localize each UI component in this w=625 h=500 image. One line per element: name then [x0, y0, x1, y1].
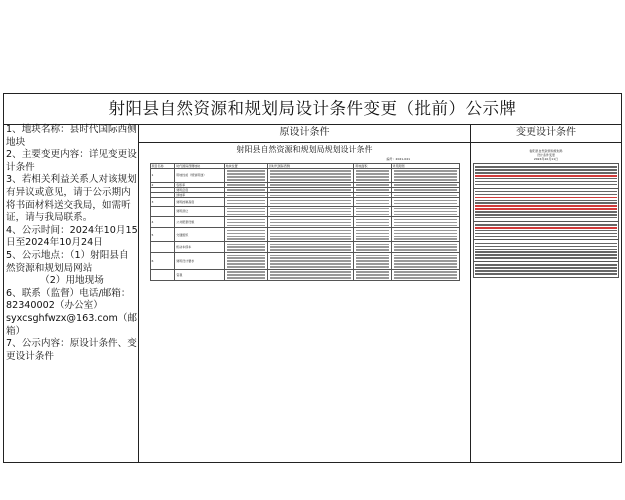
original-table-row — [150, 228, 459, 242]
original-table-cell — [224, 270, 267, 281]
original-table-cell — [224, 169, 267, 183]
text-line — [227, 246, 265, 248]
text-line — [394, 233, 457, 235]
text-line — [356, 277, 388, 279]
text-line — [394, 179, 457, 181]
text-line — [227, 184, 265, 186]
original-cell-text: 3 — [151, 199, 154, 204]
text-line — [475, 264, 617, 266]
text-line — [270, 255, 352, 257]
text-line — [394, 266, 457, 268]
text-line — [394, 230, 457, 232]
changed-table-cell — [474, 188, 619, 221]
original-table-cell — [224, 217, 267, 228]
original-table-cell — [175, 270, 224, 281]
text-line — [227, 200, 265, 202]
original-table-cell — [391, 253, 459, 270]
text-line — [227, 222, 265, 224]
original-table-cell — [150, 242, 175, 253]
text-line — [270, 195, 352, 197]
highlighted-change-line — [475, 175, 617, 177]
changed-table-row — [474, 240, 619, 262]
text-line — [394, 189, 457, 191]
text-line — [270, 219, 352, 221]
text-line — [356, 214, 388, 216]
text-line — [270, 257, 352, 259]
text-line — [475, 181, 617, 183]
text-line — [270, 233, 352, 235]
text-line — [356, 211, 388, 213]
original-cell-text: 时代国际西侧地块 — [176, 164, 201, 168]
original-cell-text: 绿地率 — [176, 193, 186, 198]
text-line — [475, 273, 617, 275]
changed-table-row — [474, 262, 619, 278]
text-line — [475, 194, 617, 196]
text-line — [356, 244, 388, 246]
original-cell-text: 1 — [151, 173, 154, 178]
original-table-cell — [354, 169, 391, 183]
text-line — [475, 191, 617, 193]
original-table-cell — [150, 169, 175, 183]
text-line — [227, 255, 265, 257]
text-line — [475, 224, 617, 226]
original-cell-text: 容积率 — [176, 182, 186, 187]
text-line — [356, 257, 388, 259]
text-line — [356, 179, 388, 181]
text-line — [475, 270, 617, 272]
original-table-cell — [224, 198, 267, 206]
text-line — [270, 179, 352, 181]
text-line — [356, 195, 388, 197]
original-cell-text: 建筑设计要求 — [176, 259, 195, 264]
text-line — [227, 233, 265, 235]
original-table-cell — [354, 217, 391, 228]
text-line — [270, 277, 352, 279]
text-line — [394, 257, 457, 259]
text-line — [394, 249, 457, 251]
original-table-cell — [150, 270, 175, 281]
original-conditions-document — [139, 143, 471, 462]
original-table-cell — [150, 217, 175, 228]
original-table-cell — [391, 242, 459, 253]
original-doc-number: 编号：2021-041 — [386, 157, 410, 161]
text-line — [356, 200, 388, 202]
changed-table-row — [474, 164, 619, 189]
text-line — [394, 263, 457, 265]
text-line — [475, 178, 617, 180]
text-line — [270, 230, 352, 232]
text-line — [394, 176, 457, 178]
text-line — [475, 230, 617, 232]
original-table-cell — [391, 270, 459, 281]
original-table-cell — [267, 217, 354, 228]
original-conditions-table — [150, 163, 460, 281]
text-line — [475, 251, 617, 253]
text-line — [394, 255, 457, 257]
changed-doc-stamp — [471, 149, 621, 161]
original-table-cell — [391, 206, 459, 217]
text-line — [270, 211, 352, 213]
original-doc-title: 射阳县自然资源和规划局规划设计条件 — [236, 145, 373, 154]
text-line — [394, 208, 457, 210]
text-line — [394, 173, 457, 175]
text-line — [475, 233, 617, 235]
changed-doc-stamp-line: 射阳县自然资源和规划局 — [529, 149, 563, 153]
notice-item-email[interactable]: syxcsghfwzx@163.com（邮箱） — [6, 312, 138, 337]
text-line — [475, 243, 617, 245]
text-line — [394, 236, 457, 238]
text-line — [475, 184, 617, 186]
original-table-cell — [175, 169, 224, 183]
changed-conditions-header: 变更设计条件 — [471, 124, 621, 143]
text-line — [475, 200, 617, 202]
original-table-cell — [354, 228, 391, 242]
text-line — [394, 184, 457, 186]
changed-conditions-table — [473, 163, 619, 278]
text-line — [475, 254, 617, 256]
text-line — [394, 214, 457, 216]
text-line — [475, 236, 617, 238]
original-table-row — [150, 198, 459, 206]
text-line — [227, 219, 265, 221]
text-line — [356, 274, 388, 276]
text-line — [227, 195, 265, 197]
board-title: 射阳县自然资源和规划局设计条件变更（批前）公示牌 — [4, 94, 621, 125]
changed-doc-stamp-line: 2024年10月11日 — [533, 157, 559, 161]
text-line — [227, 208, 265, 210]
text-line — [356, 184, 388, 186]
text-line — [394, 274, 457, 276]
text-line — [270, 244, 352, 246]
original-table-cell — [224, 242, 267, 253]
original-table-cell — [267, 198, 354, 206]
text-line — [394, 219, 457, 221]
original-cell-text: 详见附图 — [392, 164, 405, 168]
original-table-cell — [175, 206, 224, 217]
original-table-row — [150, 242, 459, 253]
text-line — [475, 166, 617, 168]
text-line — [227, 244, 265, 246]
changed-table-cell — [474, 164, 619, 189]
original-cell-text: 5 — [151, 232, 154, 237]
original-table-cell — [175, 198, 224, 206]
original-table-cell — [150, 206, 175, 217]
text-line — [356, 189, 388, 191]
text-line — [394, 277, 457, 279]
original-table-cell — [150, 228, 175, 242]
notice-item: 2、主要变更内容：详见变更设计条件 — [6, 149, 137, 173]
text-line — [475, 211, 617, 213]
original-table-cell — [391, 169, 459, 183]
original-table-row — [150, 217, 459, 228]
original-table-row — [150, 169, 459, 183]
original-cell-text: 县时代国际西侧 — [268, 164, 290, 168]
text-line — [394, 244, 457, 246]
text-line — [394, 246, 457, 248]
text-line — [356, 219, 388, 221]
text-line — [270, 222, 352, 224]
original-table-cell — [391, 217, 459, 228]
text-line — [394, 238, 457, 240]
original-table-cell — [354, 270, 391, 281]
text-line — [270, 208, 352, 210]
original-table-cell — [354, 206, 391, 217]
text-line — [227, 271, 265, 273]
text-line — [270, 266, 352, 268]
original-table-cell — [354, 253, 391, 270]
text-line — [475, 169, 617, 171]
text-line — [475, 249, 617, 251]
notice-item: 4、公示时间：2024年10月15日至2024年10月24日 — [6, 224, 138, 249]
text-line — [356, 222, 388, 224]
text-line — [356, 203, 388, 205]
text-line — [394, 170, 457, 172]
original-table-row — [150, 253, 459, 270]
text-line — [394, 222, 457, 224]
text-line — [270, 263, 352, 265]
text-line — [394, 200, 457, 202]
text-line — [270, 249, 352, 251]
text-line — [394, 271, 457, 273]
text-line — [270, 260, 352, 262]
text-line — [475, 214, 617, 216]
text-line — [475, 246, 617, 248]
original-table-cell — [224, 253, 267, 270]
text-line — [270, 189, 352, 191]
text-line — [227, 274, 265, 276]
text-line — [270, 214, 352, 216]
text-line — [356, 176, 388, 178]
text-line — [475, 217, 617, 219]
original-table-cell — [224, 206, 267, 217]
changed-table-cell — [474, 262, 619, 278]
notice-item: 5、公示地点：（1）射阳县自然资源和规划局网站 — [6, 249, 129, 274]
text-line — [227, 257, 265, 259]
original-cell-text: 建筑退让 — [176, 209, 189, 214]
original-table-cell — [175, 242, 224, 253]
text-line — [356, 246, 388, 248]
original-cell-text: 用地性质（规划用途） — [176, 173, 207, 178]
text-line — [394, 195, 457, 197]
text-line — [394, 225, 457, 227]
text-line — [227, 225, 265, 227]
original-cell-text: 项目名称 — [151, 164, 164, 168]
text-line — [270, 225, 352, 227]
text-line — [227, 263, 265, 265]
text-line — [356, 255, 388, 257]
text-line — [356, 233, 388, 235]
text-line — [356, 249, 388, 251]
original-table-cell — [391, 228, 459, 242]
original-table-cell — [267, 228, 354, 242]
text-line — [270, 238, 352, 240]
notice-item: （2）用地现场 — [40, 275, 104, 287]
text-line — [270, 236, 352, 238]
notice-item: 3、若相关利益关系人对该规划有异议或意见，请于公示期内将书面材料送交我局，如需听证，请与我局联系。 — [6, 174, 137, 224]
text-line — [227, 277, 265, 279]
highlighted-change-line — [475, 208, 617, 210]
original-table-cell — [267, 169, 354, 183]
text-line — [356, 238, 388, 240]
original-cell-text: 公共配套设施 — [176, 220, 195, 225]
text-line — [227, 249, 265, 251]
text-line — [227, 189, 265, 191]
text-line — [356, 208, 388, 210]
original-cell-text: 4 — [151, 220, 154, 225]
text-line — [356, 225, 388, 227]
original-table-cell — [267, 270, 354, 281]
text-line — [356, 271, 388, 273]
original-cell-text: 景观 — [176, 273, 183, 277]
text-line — [356, 236, 388, 238]
text-line — [227, 176, 265, 178]
text-line — [227, 238, 265, 240]
highlighted-change-line — [475, 205, 617, 207]
text-line — [270, 173, 352, 175]
changed-table-row — [474, 188, 619, 221]
original-table-row — [150, 270, 459, 281]
text-line — [356, 170, 388, 172]
changed-doc-stamp-line: 设计条件变更 — [536, 153, 555, 157]
text-line — [270, 274, 352, 276]
text-line — [227, 266, 265, 268]
original-cell-text: 机动车停车 — [176, 245, 192, 250]
highlighted-change-line — [475, 197, 617, 199]
original-table-row — [150, 206, 459, 217]
original-table-cell — [267, 206, 354, 217]
text-line — [270, 246, 352, 248]
text-line — [270, 170, 352, 172]
original-cell-text: 建筑控制高度 — [176, 199, 195, 204]
text-line — [227, 203, 265, 205]
text-line — [475, 202, 617, 204]
original-cell-text: 6 — [151, 259, 154, 264]
notice-item: 7、公示内容：原设计条件、变更设计条件 — [6, 338, 137, 362]
text-line — [227, 230, 265, 232]
original-table-cell — [267, 242, 354, 253]
text-line — [394, 260, 457, 262]
changed-table-cell — [474, 240, 619, 262]
text-line — [394, 203, 457, 205]
text-line — [270, 200, 352, 202]
original-table-cell — [150, 198, 175, 206]
original-table-cell — [391, 198, 459, 206]
text-line — [270, 184, 352, 186]
text-line — [394, 211, 457, 213]
text-line — [227, 179, 265, 181]
text-line — [227, 211, 265, 213]
notice-board — [3, 93, 622, 463]
text-line — [270, 203, 352, 205]
original-cell-text: 地块位置 — [225, 164, 238, 168]
original-table-cell — [175, 217, 224, 228]
text-line — [227, 170, 265, 172]
text-line — [356, 263, 388, 265]
original-cell-text: 建筑密度 — [176, 188, 189, 193]
original-table-cell — [354, 242, 391, 253]
original-table-cell — [267, 253, 354, 270]
changed-table-row — [474, 221, 619, 240]
text-line — [270, 176, 352, 178]
original-cell-text: 用地面积 — [355, 164, 368, 168]
text-line — [227, 173, 265, 175]
text-line — [356, 230, 388, 232]
text-line — [270, 271, 352, 273]
changed-table-cell — [474, 221, 619, 240]
original-table-cell — [224, 228, 267, 242]
notice-info-column — [4, 124, 139, 462]
changed-conditions-document — [471, 143, 621, 462]
highlighted-change-line — [475, 227, 617, 229]
text-line — [227, 236, 265, 238]
original-conditions-header: 原设计条件 — [139, 124, 471, 143]
text-line — [475, 172, 617, 174]
text-line — [227, 260, 265, 262]
text-line — [356, 260, 388, 262]
original-table-cell — [150, 253, 175, 270]
original-table-cell — [175, 253, 224, 270]
original-table-cell — [354, 198, 391, 206]
text-line — [227, 214, 265, 216]
text-line — [475, 257, 617, 259]
notice-item: 1、地块名称：县时代国际西侧地块 — [6, 124, 137, 148]
text-line — [475, 267, 617, 269]
original-cell-text: 2 — [151, 182, 154, 187]
text-line — [356, 266, 388, 268]
original-table-cell — [175, 228, 224, 242]
notice-item: 6、联系（监督）电话/邮箱：82340002（办公室） — [6, 287, 131, 312]
original-cell-text: 交通组织 — [176, 232, 189, 237]
text-line — [356, 173, 388, 175]
